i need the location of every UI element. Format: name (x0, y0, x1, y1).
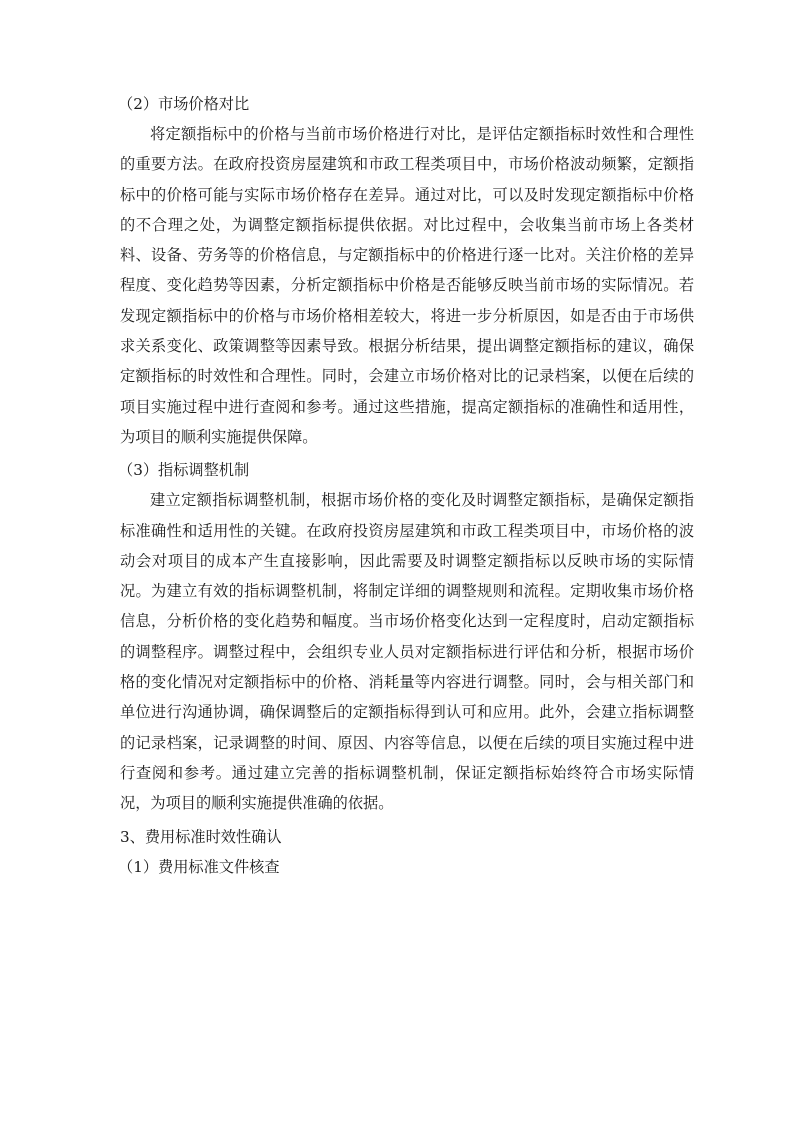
document-body (120, 89, 694, 882)
section-heading-fee-standard-timeliness: 3、费用标准时效性确认 (120, 827, 282, 846)
paragraph-market-price-comparison: 将定额指标中的价格与当前市场价格进行对比，是评估定额指标时效性和合理性的重要方法。在政府投资房屋建筑和市政工程类项目中，市场价格波动频繁，定额指标中的价格可能与实际市场价格存在差异。通过对比，可以及时发现定额指标中价格的不合理之处，为调整定额指标提供依据。对比过程中，会收集当前市场上各类材料、设备、劳务等的价格信息，与定额指标中的价格进行逐一比对。关注价格的差异程度、变化趋势等因素，分析定额指标中价格是否能够反映当前市场的实际情况。若发现定额指标中的价格与市场价格相差较大，将进一步分析原因，如是否由于市场供求关系变化、政策调整等因素导致。根据分析结果，提出调整定额指标的建议，确保定额指标的时效性和合理性。同时，会建立市场价格对比的记录档案，以便在后续的项目实施过程中进行查阅和参考。通过这些措施，提高定额指标的准确性和适用性，为项目的顺利实施提供保障。 (120, 125, 694, 446)
subsection-heading-index-adjustment-mechanism: （3）指标调整机制 (118, 461, 250, 480)
subsection-heading-market-price-comparison: （2）市场价格对比 (118, 95, 250, 113)
subsection-heading-fee-standard-document-check: （1）费用标准文件核查 (118, 857, 280, 876)
paragraph-index-adjustment-mechanism: 建立定额指标调整机制，根据市场价格的变化及时调整定额指标，是确保定额指标准确性和适用性的关键。在政府投资房屋建筑和市政工程类项目中，市场价格的波动会对项目的成本产生直接影响，因此需要及时调整定额指标以反映市场的实际情况。为建立有效的指标调整机制，将制定详细的调整规则和流程。定期收集市场价格信息，分析价格的变化趋势和幅度。当市场价格变化达到一定程度时，启动定额指标的调整程序。调整过程中，会组织专业人员对定额指标进行评估和分析，根据市场价格的变化情况对定额指标中的价格、消耗量等内容进行调整。同时，会与相关部门和单位进行沟通协调，确保调整后的定额指标得到认可和应用。此外，会建立指标调整的记录档案，记录调整的时间、原因、内容等信息，以便在后续的项目实施过程中进行查阅和参考。通过建立完善的指标调整机制，保证定额指标始终符合市场实际情况，为项目的顺利实施提供准确的依据。 (120, 491, 694, 813)
